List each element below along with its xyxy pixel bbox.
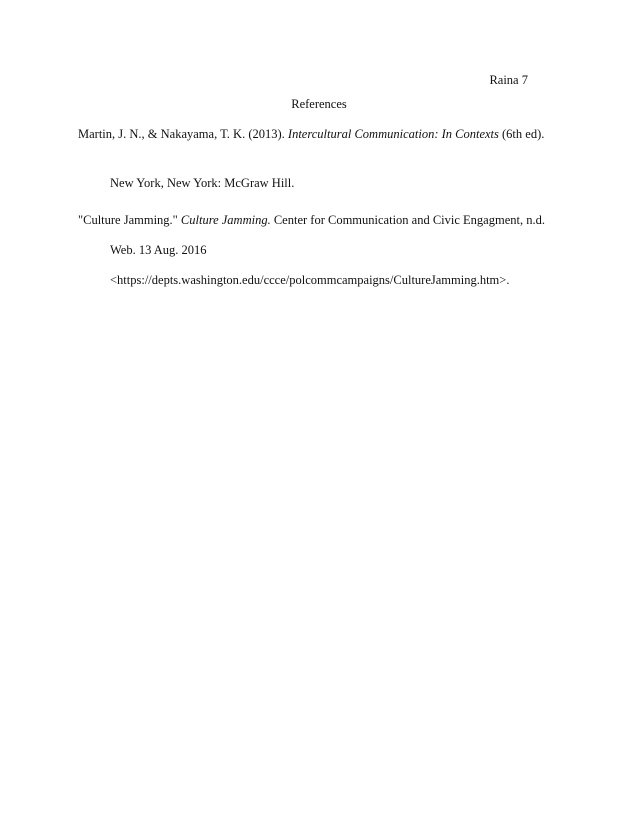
- reference-1-title: Intercultural Communication: In Contexts: [287, 127, 499, 141]
- reference-2-site: Culture Jamming.: [180, 213, 271, 227]
- reference-2-title: "Culture Jamming.": [78, 213, 181, 227]
- reference-2-publisher: Center for Communication and Civic Engagment, n.d.: [270, 213, 545, 227]
- reference-1-continuation: New York, New York: McGraw Hill.: [110, 176, 295, 190]
- reference-entry-2: [78, 213, 545, 228]
- running-head: Raina 7: [489, 73, 528, 87]
- reference-2-url: <https://depts.washington.edu/ccce/polcommcampaigns/CultureJamming.htm>.: [110, 273, 510, 287]
- references-heading: References: [291, 97, 347, 111]
- reference-2-access-date: Web. 13 Aug. 2016: [110, 243, 207, 257]
- reference-1-authors: Martin, J. N., & Nakayama, T. K. (2013).: [78, 127, 288, 141]
- reference-entry-1: [78, 127, 544, 142]
- reference-1-edition: (6th ed).: [498, 127, 545, 141]
